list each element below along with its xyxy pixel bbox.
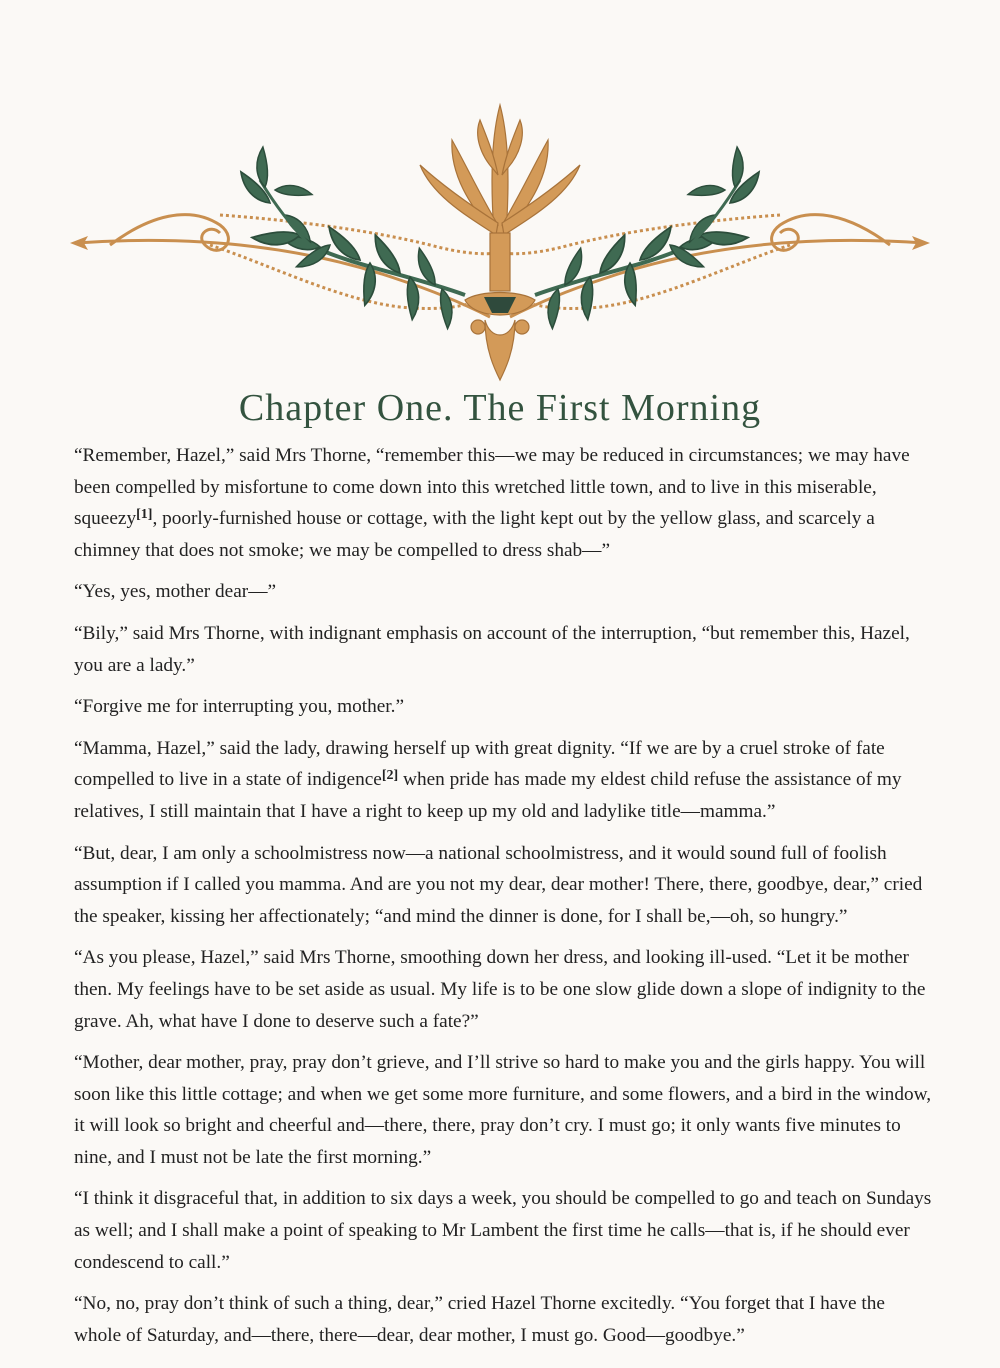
paragraph xyxy=(74,942,934,1037)
paragraph xyxy=(74,440,934,566)
paragraph-text: when pride has made my eldest child refuse the assistance of my relatives, I still maintain that I have a right to keep up my old and ladylike title—mamma.” xyxy=(74,769,902,822)
paragraph-text: “As you please, Hazel,” said Mrs Thorne, smoothing down her dress, and looking ill-used. “Let it be mother then. My feelings have to be set aside as usual. My life is to be one slow glide down a slope of indignity to the grave. Ah, what have I done to deserve such a fate?” xyxy=(74,947,926,1032)
paragraph-text: , poorly-furnished house or cottage, with the light kept out by the yellow glass, and scarcely a chimney that does not smoke; we may be compelled to dress shab—” xyxy=(74,508,875,561)
paragraph xyxy=(74,576,934,608)
paragraph-text: “Mamma, Hazel,” said the lady, drawing herself up with great dignity. “If we are by a cruel stroke of fate compelled to live in a state of indigence xyxy=(74,737,885,791)
paragraph-text: “Mother, dear mother, pray, pray don’t grieve, and I’ll strive so hard to make you and the girls happy. You will soon like this little cottage; and when we get some more furniture, and some flowers, and a bird in the window, it will look so bright and cheerful and—there, there, pray don’t cry. I must go; it only wants five minutes to nine, and I must not be late the first morning.” xyxy=(74,1052,932,1168)
paragraph-text: “Bily,” said Mrs Thorne, with indignant emphasis on account of the interruption, “but remember this, Hazel, you are a lady.” xyxy=(74,622,910,676)
paragraph xyxy=(74,1047,934,1173)
chapter-body xyxy=(74,440,934,1361)
chapter-title: Chapter One. The First Morning xyxy=(238,387,762,429)
paragraph xyxy=(74,733,934,828)
paragraph xyxy=(74,1183,934,1278)
paragraph-text: “But, dear, I am only a schoolmistress now—a national schoolmistress, and it would sound full of foolish assumption if I called you mamma. And are you not my dear, dear mother! There, there, goodbye, dear,” cried the speaker, kissing her affectionately; “and mind the dinner is done, for I shall be,—oh, so hungry.” xyxy=(74,842,923,927)
leaf-scroll-ornament-icon xyxy=(70,95,930,390)
paragraph-text: “No, no, pray don’t think of such a thing, dear,” cried Hazel Thorne excitedly. “You forget that I have the whole of Saturday, and—there, there—dear, dear mother, I must go. Good—goodbye.” xyxy=(74,1293,885,1346)
paragraph-text: “Yes, yes, mother dear—” xyxy=(74,581,277,603)
footnote-link[interactable]: [2] xyxy=(381,768,399,784)
paragraph xyxy=(74,691,934,723)
paragraph-text: “Forgive me for interrupting you, mother.” xyxy=(74,696,405,718)
paragraph xyxy=(74,1288,934,1351)
paragraph-text: “I think it disgraceful that, in addition to six days a week, you should be compelled to go and teach on Sundays as well; and I shall make a point of speaking to Mr Lambent the first time he calls—that is, if he should ever condescend to call.” xyxy=(74,1188,932,1273)
footnote-link[interactable]: [1] xyxy=(136,507,153,523)
paragraph xyxy=(74,618,934,681)
paragraph xyxy=(74,838,934,933)
paragraph-text: “Remember, Hazel,” said Mrs Thorne, “remember this—we may be reduced in circumstances; we may have been compelled by misfortune to come down into this wretched little town, and to live in this miserable, squeezy xyxy=(74,445,910,530)
